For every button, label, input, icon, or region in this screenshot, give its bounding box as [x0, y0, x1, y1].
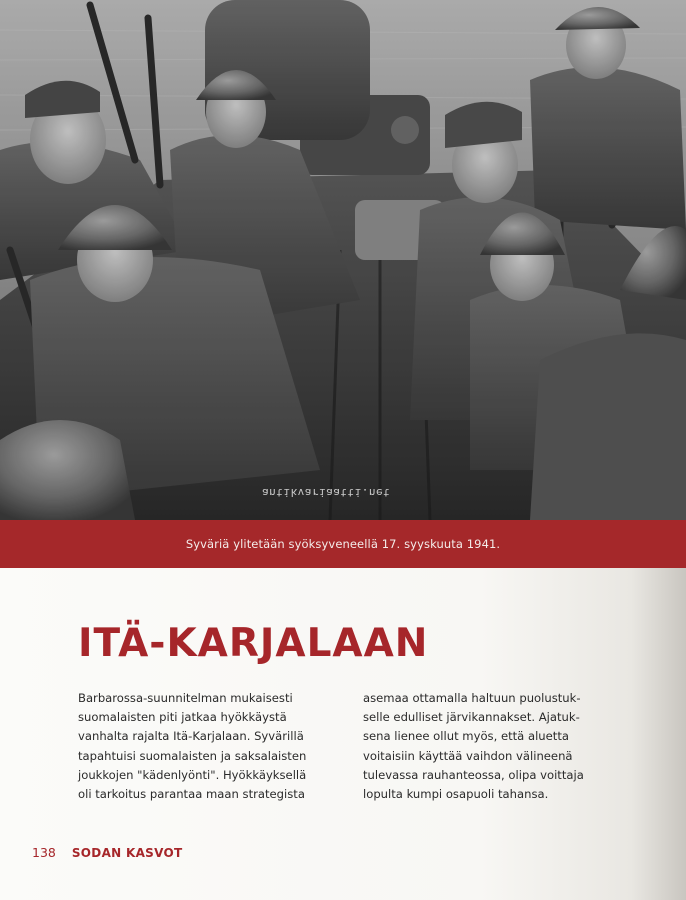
body-line: tulevassa rauhanteossa, olipa voittaja: [363, 767, 584, 782]
article-column-right: [363, 689, 625, 804]
photo-caption-bar: [0, 520, 686, 568]
running-title: SODAN KASVOT: [71, 846, 183, 860]
photo-caption: Syväriä ylitetään syöksyveneellä 17. syyskuuta 1941.: [185, 537, 501, 551]
body-line: selle edulliset järvikannakset. Ajatuk-: [363, 710, 580, 725]
body-line: oli tarkoitus parantaa maan strategista: [78, 787, 305, 802]
body-line: vanhalta rajalta Itä-Karjalaan. Syvärillä: [78, 729, 304, 744]
body-line: suomalaisten piti jatkaa hyökkäystä: [78, 710, 287, 725]
page-number: 138: [32, 845, 56, 860]
page-footer: [32, 845, 182, 860]
body-line: voitaisiin käyttää vaihdon välineenä: [363, 748, 573, 763]
body-line: lopulta kumpi osapuoli tahansa.: [363, 787, 549, 802]
body-line: asemaa ottamalla haltuun puolustuk-: [363, 691, 581, 705]
body-line: tapahtuisi suomalaisten ja saksalaisten: [78, 748, 307, 763]
article-title: ITÄ-KARJALAAN: [78, 621, 429, 666]
body-line: joukkojen "kädenlyönti". Hyökkäyksellä: [78, 767, 307, 782]
body-line: Barbarossa-suunnitelman mukaisesti: [78, 691, 293, 705]
photo-watermark: antikvariaatti.net: [262, 486, 391, 499]
body-line: sena lienee ollut myös, että aluetta: [363, 729, 569, 744]
article-column-left: [78, 689, 340, 804]
